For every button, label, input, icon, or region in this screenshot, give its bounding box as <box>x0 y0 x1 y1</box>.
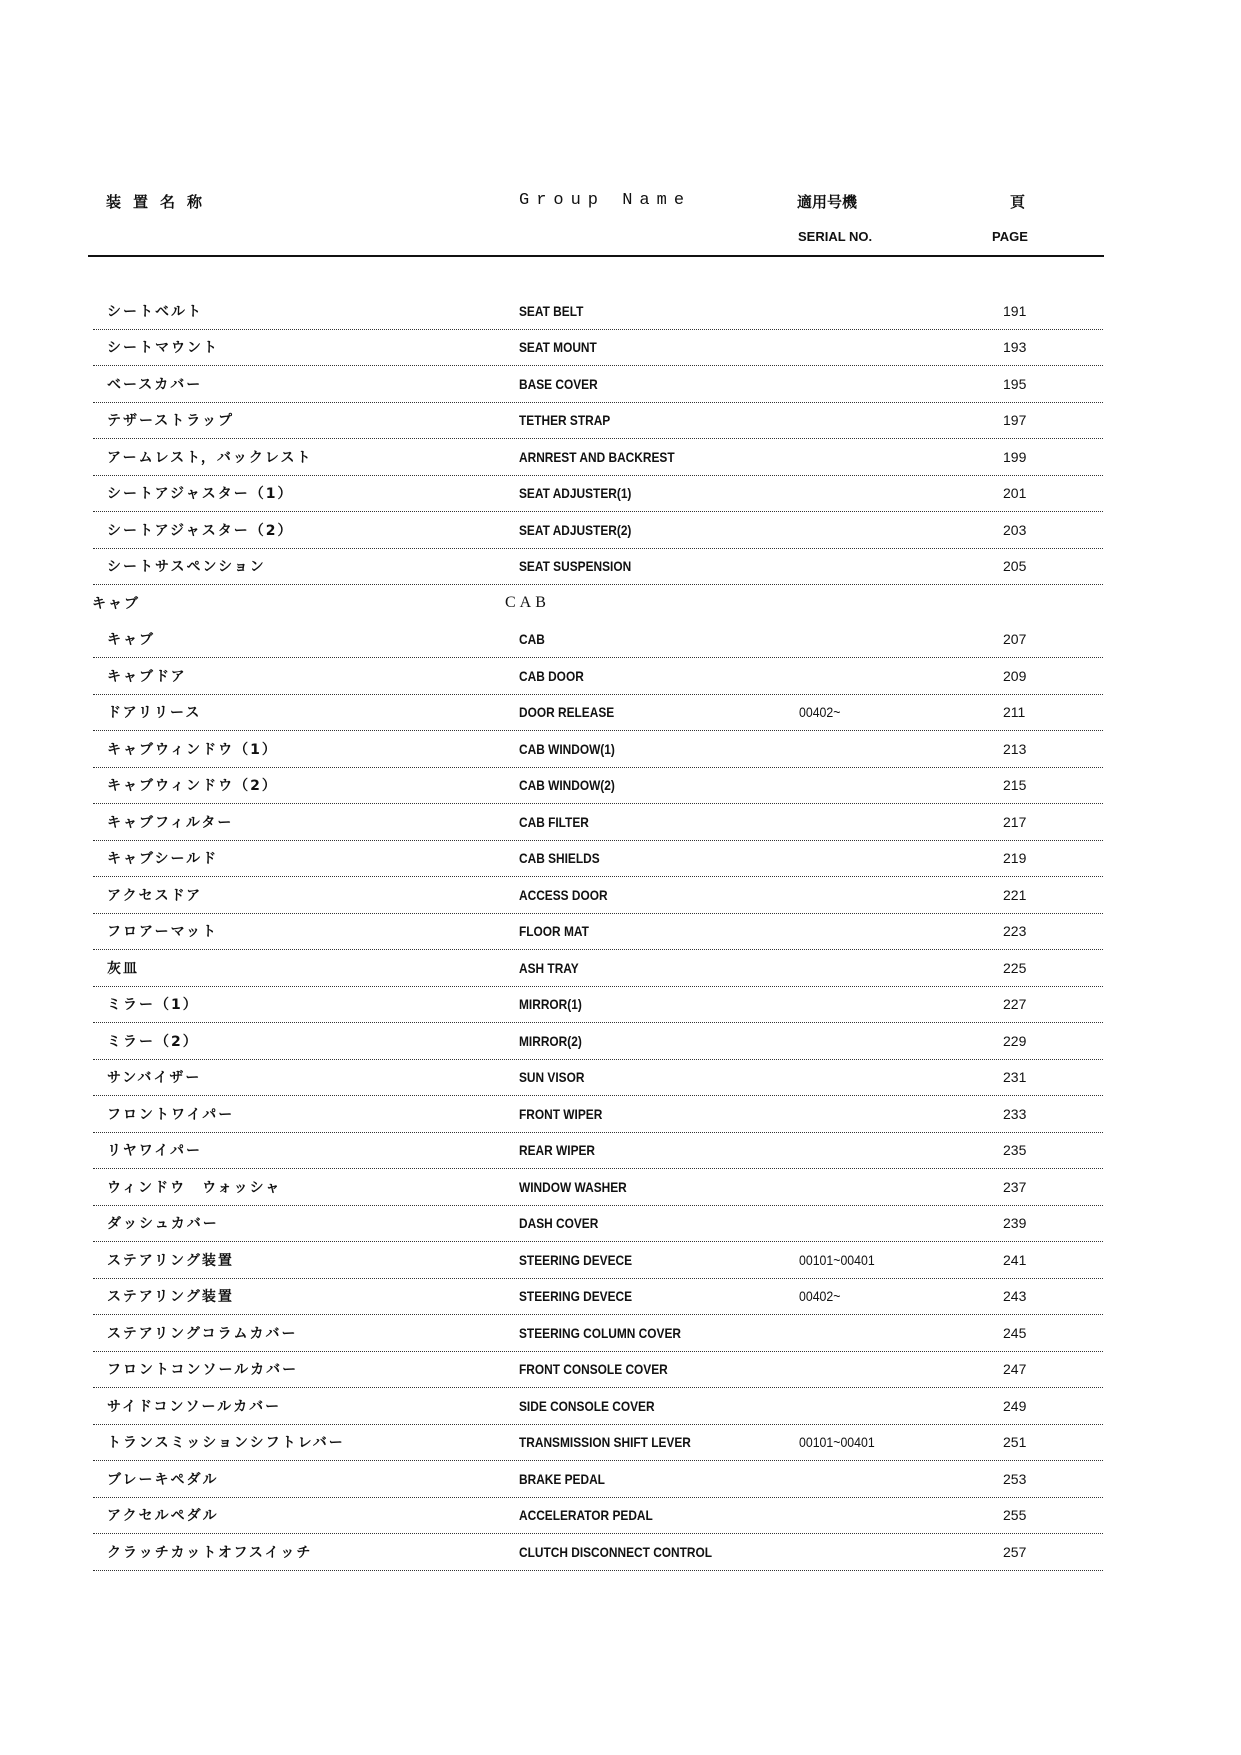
name-en: ACCELERATOR PEDAL <box>519 1507 653 1524</box>
page-number: 205 <box>1003 558 1027 575</box>
name-jp: トランスミッションシフトレバー <box>107 1435 345 1452</box>
page-number: 227 <box>1003 996 1027 1013</box>
page-number: 237 <box>1003 1178 1027 1195</box>
name-jp: キャブフィルター <box>107 814 234 831</box>
table-row <box>93 1352 1103 1389</box>
group-heading-row <box>93 585 1103 622</box>
name-en: SEAT BELT <box>519 302 584 319</box>
table-row <box>93 877 1103 914</box>
serial-no: 00402~ <box>799 704 841 721</box>
table-row <box>93 293 1103 330</box>
table-row <box>93 366 1103 403</box>
name-jp: キャブドア <box>107 668 187 685</box>
name-jp: ステアリングコラムカバー <box>107 1325 298 1342</box>
name-en: ACCESS DOOR <box>519 886 608 903</box>
name-en: DOOR RELEASE <box>519 704 615 721</box>
name-jp: フロアーマット <box>107 924 219 941</box>
name-jp: アクセスドア <box>107 887 203 904</box>
name-en: SUN VISOR <box>519 1069 585 1086</box>
page-number: 215 <box>1003 777 1027 794</box>
name-en: BRAKE PEDAL <box>519 1470 605 1487</box>
page-number: 213 <box>1003 740 1027 757</box>
table-row <box>93 1242 1103 1279</box>
table-row <box>93 1425 1103 1462</box>
name-en: CAB WINDOW(1) <box>519 740 615 757</box>
name-en: CAB <box>519 631 545 648</box>
name-jp: サイドコンソールカバー <box>107 1398 282 1415</box>
name-jp: シートサスペンション <box>107 559 266 576</box>
table-row <box>93 1023 1103 1060</box>
page-number: 243 <box>1003 1288 1027 1305</box>
name-jp: キャブシールド <box>107 851 219 868</box>
table-row <box>93 476 1103 513</box>
name-jp: 灰皿 <box>107 960 139 977</box>
name-en: ARNREST AND BACKREST <box>519 448 675 465</box>
serial-no: 00402~ <box>799 1288 841 1305</box>
page-number: 201 <box>1003 485 1027 502</box>
name-jp: シートアジャスター（2） <box>107 522 294 539</box>
page-number: 193 <box>1003 339 1027 356</box>
name-en: CAB DOOR <box>519 667 584 684</box>
page-number: 257 <box>1003 1543 1027 1560</box>
name-en: SEAT ADJUSTER(1) <box>519 485 632 502</box>
column-header-page-jp: 頁 <box>1010 193 1026 211</box>
column-header-serial-en: SERIAL NO. <box>798 229 873 244</box>
page-number: 235 <box>1003 1142 1027 1159</box>
page-number: 203 <box>1003 521 1027 538</box>
name-en: CAB <box>505 594 550 612</box>
name-jp: ドアリリース <box>107 705 202 722</box>
page-number: 199 <box>1003 448 1027 465</box>
table-row <box>93 1206 1103 1243</box>
page-number: 247 <box>1003 1361 1027 1378</box>
column-header-serial-jp: 適用号機 <box>797 193 858 211</box>
name-jp: サンバイザー <box>107 1070 202 1087</box>
page-number: 249 <box>1003 1397 1027 1414</box>
header-rule <box>88 255 1104 257</box>
page-number: 207 <box>1003 631 1027 648</box>
name-en: SEAT MOUNT <box>519 339 597 356</box>
table-row <box>93 658 1103 695</box>
name-jp: キャブ <box>92 596 140 613</box>
table-row <box>93 1388 1103 1425</box>
name-en: FRONT CONSOLE COVER <box>519 1361 668 1378</box>
name-en: FLOOR MAT <box>519 923 589 940</box>
page-number: 241 <box>1003 1251 1027 1268</box>
name-en: FRONT WIPER <box>519 1105 603 1122</box>
page-number: 219 <box>1003 850 1027 867</box>
name-jp: ミラー（1） <box>107 997 199 1014</box>
table-row <box>93 439 1103 476</box>
name-jp: アームレスト，バックレスト <box>107 449 313 466</box>
name-en: CAB FILTER <box>519 813 589 830</box>
name-jp: テザーストラップ <box>107 413 235 430</box>
name-jp: ウィンドウ ウォッシャ <box>107 1179 282 1196</box>
page-number: 229 <box>1003 1032 1027 1049</box>
table-row <box>93 549 1103 586</box>
column-header-page-en: PAGE <box>992 229 1028 244</box>
page-number: 239 <box>1003 1215 1027 1232</box>
name-jp: ブレーキペダル <box>107 1471 219 1488</box>
name-jp: ステアリング装置 <box>107 1289 234 1306</box>
name-jp: ベースカバー <box>107 376 203 393</box>
page-number: 191 <box>1003 302 1027 319</box>
page-number: 197 <box>1003 412 1027 429</box>
name-jp: クラッチカットオフスイッチ <box>107 1544 313 1561</box>
name-en: BASE COVER <box>519 375 598 392</box>
table-row <box>93 512 1103 549</box>
name-en: TRANSMISSION SHIFT LEVER <box>519 1434 691 1451</box>
name-jp: ダッシュカバー <box>107 1216 219 1233</box>
index-table <box>93 293 1103 1571</box>
page-number: 217 <box>1003 813 1027 830</box>
table-row <box>93 1096 1103 1133</box>
table-row <box>93 1534 1103 1571</box>
name-jp: リヤワイパー <box>107 1143 203 1160</box>
name-en: WINDOW WASHER <box>519 1178 627 1195</box>
name-jp: ステアリング装置 <box>107 1252 234 1269</box>
page-number: 223 <box>1003 923 1027 940</box>
name-jp: キャブ <box>107 632 155 649</box>
table-row <box>93 330 1103 367</box>
page-number: 221 <box>1003 886 1027 903</box>
table-row <box>93 768 1103 805</box>
name-en: SIDE CONSOLE COVER <box>519 1397 655 1414</box>
name-en: REAR WIPER <box>519 1142 596 1159</box>
name-en: SEAT ADJUSTER(2) <box>519 521 632 538</box>
name-jp: シートアジャスター（1） <box>107 486 294 503</box>
page-number: 209 <box>1003 667 1027 684</box>
name-en: MIRROR(1) <box>519 996 582 1013</box>
name-en: CAB WINDOW(2) <box>519 777 615 794</box>
name-jp: キャブウィンドウ（1） <box>107 741 278 758</box>
name-en: MIRROR(2) <box>519 1032 582 1049</box>
page-number: 231 <box>1003 1069 1027 1086</box>
name-jp: キャブウィンドウ（2） <box>107 778 278 795</box>
name-en: STEERING DEVECE <box>519 1251 633 1268</box>
serial-no: 00101~00401 <box>799 1434 875 1451</box>
name-en: CLUTCH DISCONNECT CONTROL <box>519 1543 713 1560</box>
column-header-group-name-en: Group Name <box>519 191 692 210</box>
page-number: 233 <box>1003 1105 1027 1122</box>
table-row <box>93 1060 1103 1097</box>
name-en: SEAT SUSPENSION <box>519 558 632 575</box>
table-row <box>93 950 1103 987</box>
name-jp: ミラー（2） <box>107 1033 199 1050</box>
table-row <box>93 1279 1103 1316</box>
name-jp: フロントコンソールカバー <box>107 1362 299 1379</box>
table-row <box>93 841 1103 878</box>
table-row <box>93 1498 1103 1535</box>
name-en: STEERING DEVECE <box>519 1288 633 1305</box>
page-number: 251 <box>1003 1434 1027 1451</box>
name-jp: アクセルペダル <box>107 1508 219 1525</box>
name-jp: シートマウント <box>107 340 219 357</box>
name-en: ASH TRAY <box>519 959 579 976</box>
table-row <box>93 987 1103 1024</box>
serial-no: 00101~00401 <box>799 1251 875 1268</box>
page-number: 195 <box>1003 375 1027 392</box>
table-row <box>93 1169 1103 1206</box>
name-en: CAB SHIELDS <box>519 850 600 867</box>
page-number: 253 <box>1003 1470 1027 1487</box>
table-row <box>93 403 1103 440</box>
name-jp: フロントワイパー <box>107 1106 235 1123</box>
page-number: 211 <box>1003 704 1026 721</box>
table-row <box>93 1461 1103 1498</box>
name-en: DASH COVER <box>519 1215 599 1232</box>
table-row <box>93 622 1103 659</box>
name-en: TETHER STRAP <box>519 412 611 429</box>
table-row <box>93 914 1103 951</box>
table-row <box>93 695 1103 732</box>
page-number: 225 <box>1003 959 1027 976</box>
table-row <box>93 1133 1103 1170</box>
page-number: 245 <box>1003 1324 1027 1341</box>
page-number: 255 <box>1003 1507 1027 1524</box>
table-row <box>93 1315 1103 1352</box>
table-row <box>93 731 1103 768</box>
name-jp: シートベルト <box>107 303 203 320</box>
column-header-group-name-jp: 装置名称 <box>106 193 215 211</box>
name-en: STEERING COLUMN COVER <box>519 1324 681 1341</box>
table-row <box>93 804 1103 841</box>
